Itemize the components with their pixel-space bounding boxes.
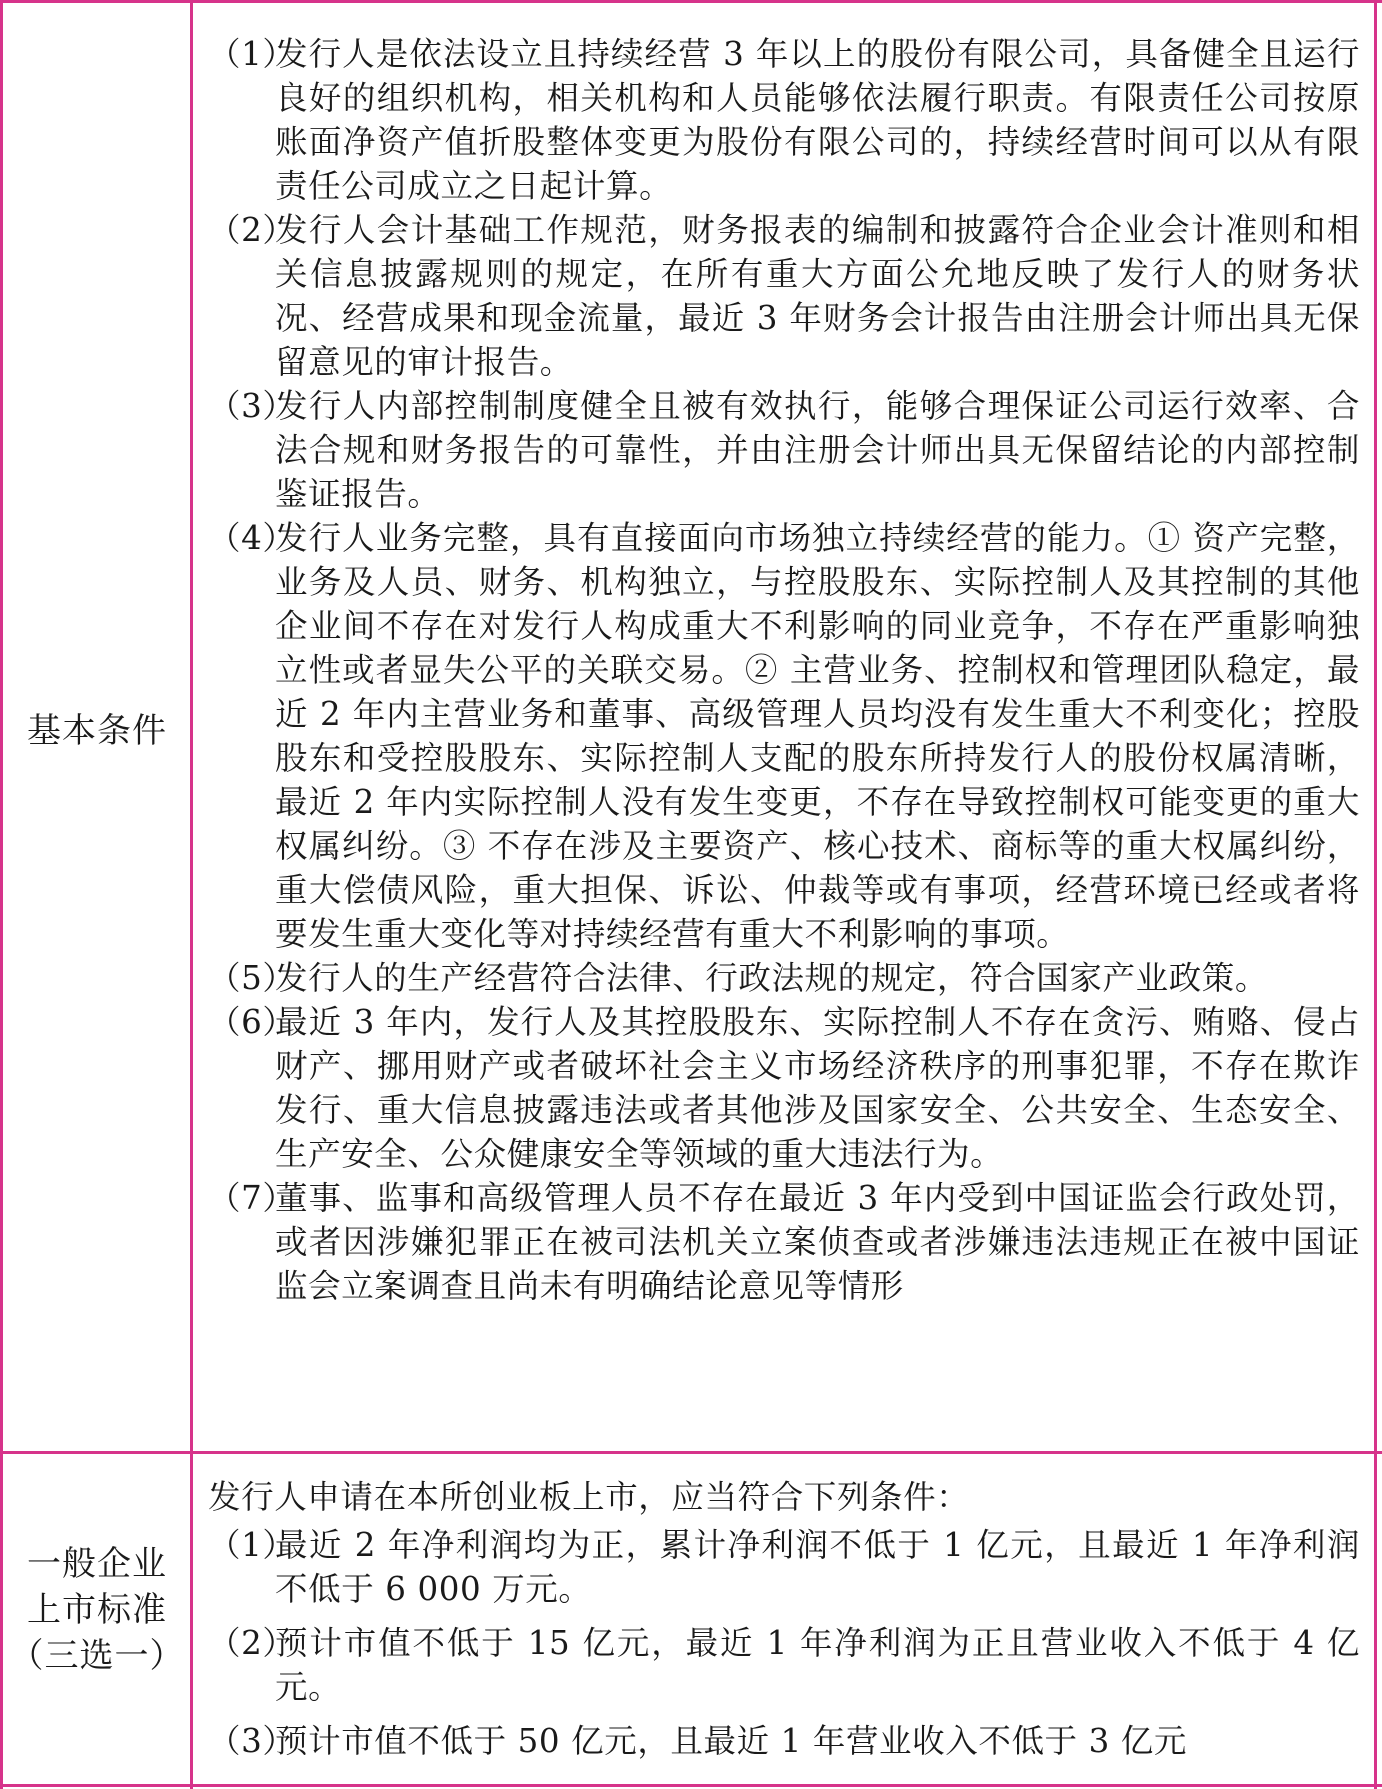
item-number: （7） (208, 1179, 296, 1217)
item-text: 发行人的生产经营符合法律、行政法规的规定，符合国家产业政策。 (275, 959, 1269, 997)
item-text: 预计市值不低于 50 亿元，且最近 1 年营业收入不低于 3 亿元 (275, 1722, 1187, 1760)
item-number: （5） (208, 959, 296, 997)
list-item (208, 1523, 1360, 1611)
item-text: 董事、监事和高级管理人员不存在最近 3 年内受到中国证监会行政处罚，或者因涉嫌犯罪正在被司法机关立案侦查或者涉嫌违法违规正在被中国证监会立案调查且尚未有明确结论意见等情形 (275, 1179, 1360, 1305)
row-label-basic-conditions (3, 708, 191, 754)
row-label-line: 一般企业 (27, 1544, 167, 1584)
item-text: 发行人内部控制制度健全且被有效执行，能够合理保证公司运行效率、合法合规和财务报告的可靠性，并由注册会计师出具无保留结论的内部控制鉴证报告。 (275, 387, 1360, 513)
item-number: （4） (208, 519, 296, 557)
list-item (208, 956, 1360, 1000)
table-row-divider (0, 1451, 1382, 1454)
list-item (208, 1176, 1360, 1308)
list-item (208, 384, 1360, 516)
row-label-listing-standards (3, 1541, 191, 1679)
table-border-left (0, 0, 3, 1789)
list-item (208, 1719, 1360, 1763)
row-label-line: 基本条件 (27, 711, 167, 751)
table-border-bottom (0, 1784, 1382, 1787)
item-number: （1） (208, 35, 296, 73)
item-number: （3） (208, 1722, 296, 1760)
item-number: （2） (208, 1624, 296, 1662)
item-text: 最近 2 年净利润均为正，累计净利润不低于 1 亿元，且最近 1 年净利润不低于 6 000 万元。 (275, 1526, 1360, 1608)
intro-text: 发行人申请在本所创业板上市，应当符合下列条件： (208, 1478, 970, 1516)
list-item (208, 1621, 1360, 1709)
list-item (208, 516, 1360, 956)
item-number: （3） (208, 387, 296, 425)
item-text: 发行人业务完整，具有直接面向市场独立持续经营的能力。① 资产完整，业务及人员、财务、机构独立，与控股股东、实际控制人及其控制的其他企业间不存在对发行人构成重大不利影响的同业竞争，不存在严重影响独立性或者显失公平的关联交易。② 主营业务、控制权和管理团队稳定，最近 2 年内主营业务和董事、高级管理人员均没有发生重大不利变化；控股股东和受控股股东、实际控制人支配的股东所持发行人的股份权属清晰，最近 2 年内实际控制人没有发生变更，不存在导致控制权可能变更的重大权属纠纷。③ 不存在涉及主要资产、核心技术、商标等的重大权属纠纷，重大偿债风险，重大担保、诉讼、仲裁等或有事项，经营环境已经或者将要发生重大变化等对持续经营有重大不利影响的事项。 (275, 519, 1360, 953)
item-number: （2） (208, 211, 296, 249)
item-number: （6） (208, 1003, 296, 1041)
list-item (208, 1000, 1360, 1176)
item-text: 发行人会计基础工作规范，财务报表的编制和披露符合企业会计准则和相关信息披露规则的规定，在所有重大方面公允地反映了发行人的财务状况、经营成果和现金流量，最近 3 年财务会计报告由注册会计师出具无保留意见的审计报告。 (275, 211, 1360, 381)
item-text: 最近 3 年内，发行人及其控股股东、实际控制人不存在贪污、贿赂、侵占财产、挪用财产或者破坏社会主义市场经济秩序的刑事犯罪，不存在欺诈发行、重大信息披露违法或者其他涉及国家安全、公共安全、生态安全、生产安全、公众健康安全等领域的重大违法行为。 (275, 1003, 1360, 1173)
item-number: （1） (208, 1526, 296, 1564)
item-text: 预计市值不低于 15 亿元，最近 1 年净利润为正且营业收入不低于 4 亿元。 (275, 1624, 1360, 1706)
item-text: 发行人是依法设立且持续经营 3 年以上的股份有限公司，具备健全且运行良好的组织机构，相关机构和人员能够依法履行职责。有限责任公司按原账面净资产值折股整体变更为股份有限公司的，持续经营时间可以从有限责任公司成立之日起计算。 (275, 35, 1360, 205)
list-item (208, 208, 1360, 384)
row-content-listing-standards (208, 1475, 1360, 1773)
row-content-basic-conditions (208, 32, 1360, 1308)
list-item (208, 32, 1360, 208)
row-label-line: 上市标准 (27, 1590, 167, 1630)
table-border-right (1374, 0, 1377, 1789)
row-label-line: （三选一） (9, 1636, 185, 1676)
table-border-top (0, 0, 1382, 3)
table-column-divider (190, 0, 193, 1789)
